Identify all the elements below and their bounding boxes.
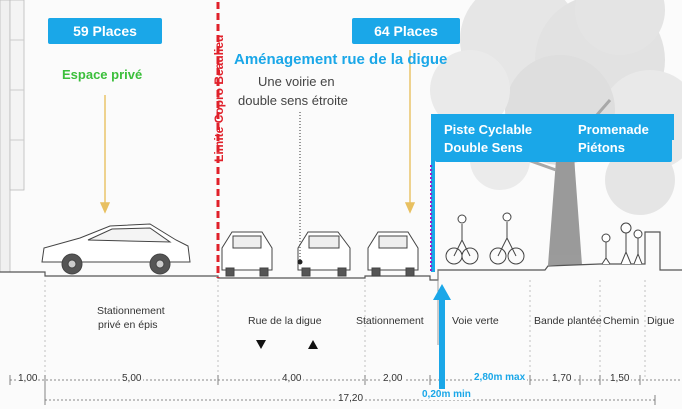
dimension-min: 0,20m min xyxy=(422,389,471,400)
limite-copro-label: Limite Copro Beaulieu xyxy=(212,34,226,162)
section-bande-plantee: Bande plantée xyxy=(534,315,602,327)
dimension-4: 2,00 xyxy=(383,373,403,384)
building-left xyxy=(0,0,24,272)
dimension-2: 5,00 xyxy=(122,373,142,384)
section-stationnement: Stationnement xyxy=(356,315,424,327)
promenade-line2: Piétons xyxy=(578,140,625,155)
direction-up-icon xyxy=(308,340,318,349)
section-voie-verte: Voie verte xyxy=(452,315,499,327)
section-rue-digue: Rue de la digue xyxy=(248,315,322,327)
dimension-1: 1,00 xyxy=(18,373,38,384)
cyclist-1 xyxy=(446,215,478,264)
section-stationnement-prive-line1: Stationnement xyxy=(97,305,165,317)
dimension-total: 17,20 xyxy=(338,393,364,404)
car-front-view-2 xyxy=(298,232,350,276)
car-front-view-1 xyxy=(222,232,272,276)
dimension-max: 2,80m max xyxy=(474,372,526,383)
cyclist-2 xyxy=(490,213,524,264)
direction-down-icon xyxy=(256,340,266,349)
dimension-6: 1,50 xyxy=(610,373,630,384)
car-side-view xyxy=(42,224,190,274)
espace-prive-label: Espace privé xyxy=(62,67,143,82)
width-arrow-icon xyxy=(433,284,451,398)
places-left-badge: 59 Places xyxy=(48,18,162,44)
car-front-view-3 xyxy=(368,232,418,276)
section-chemin: Chemin xyxy=(603,315,640,327)
promenade-line1: Promenade xyxy=(578,122,649,137)
voirie-description-line2: double sens étroite xyxy=(238,93,348,108)
dimension-5: 1,70 xyxy=(552,373,572,384)
places-right-badge: 64 Places xyxy=(352,18,460,44)
piste-cyclable-line1: Piste Cyclable xyxy=(444,122,533,137)
pedestrians xyxy=(602,223,642,264)
section-stationnement-prive-line2: privé en épis xyxy=(98,319,158,331)
amenagement-title: Aménagement rue de la digue xyxy=(234,51,448,68)
voirie-description-line1: Une voirie en xyxy=(258,74,335,89)
piste-cyclable-line2: Double Sens xyxy=(444,140,523,155)
section-digue: Digue xyxy=(647,315,675,327)
dimension-3: 4,00 xyxy=(282,373,302,384)
